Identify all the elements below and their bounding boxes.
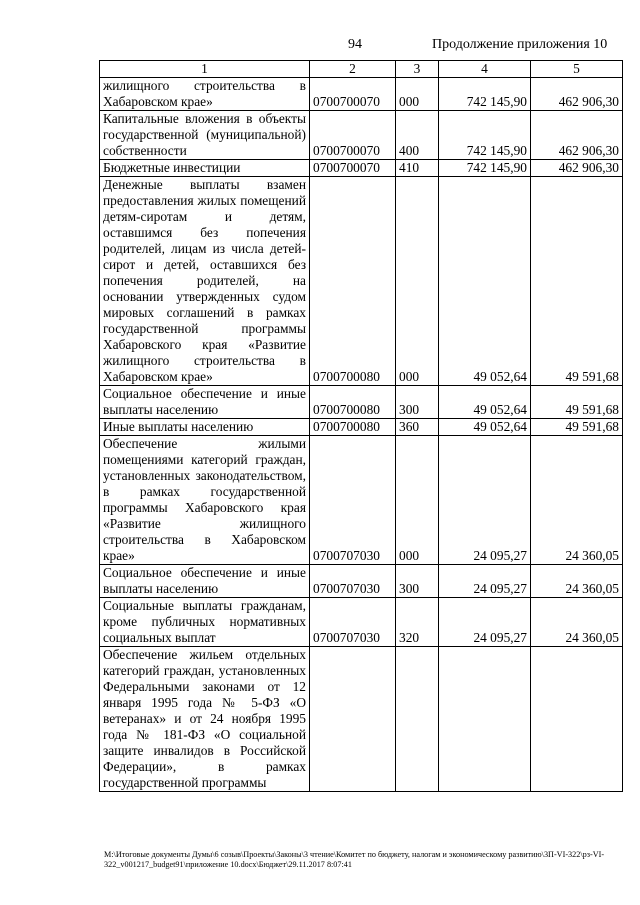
table-row xyxy=(100,436,623,565)
row-expense-type: 000 xyxy=(396,177,439,386)
page-number: 94 xyxy=(348,37,362,52)
row-amount-2: 24 360,05 xyxy=(531,436,623,565)
row-amount-2: 24 360,05 xyxy=(531,565,623,598)
table-row xyxy=(100,565,623,598)
row-name: Бюджетные инвестиции xyxy=(100,160,310,177)
row-amount-2: 49 591,68 xyxy=(531,177,623,386)
column-header: 2 xyxy=(310,61,396,78)
table-row xyxy=(100,78,623,111)
row-amount-2: 462 906,30 xyxy=(531,111,623,160)
row-name: Социальные выплаты гражданам, кроме публичных нормативных социальных выплат xyxy=(100,598,310,647)
budget-table xyxy=(99,60,623,792)
column-header: 1 xyxy=(100,61,310,78)
column-header: 4 xyxy=(439,61,531,78)
row-name: Капитальные вложения в объекты государственной (муниципальной) собственности xyxy=(100,111,310,160)
continuation-heading: Продолжение приложения 10 xyxy=(432,37,608,52)
row-expense-type: 300 xyxy=(396,386,439,419)
row-expense-type: 300 xyxy=(396,565,439,598)
row-amount-1: 24 095,27 xyxy=(439,436,531,565)
row-code: 0700700070 xyxy=(310,160,396,177)
table-row xyxy=(100,160,623,177)
row-expense-type: 400 xyxy=(396,111,439,160)
row-name: Обеспечение жилыми помещениями категорий граждан, установленных законодательством, в рамках государственной программы Хабаровского края «Развитие жилищного строительства в Хабаровском крае» xyxy=(100,436,310,565)
row-name: Обеспечение жильем отдельных категорий граждан, установленных Федеральными законами от 12 января 1995 года № 5-ФЗ «О ветеранах» и от 24 ноября 1995 года № 181-ФЗ «О социальной защите инвалидов в Российской Федерации», в рамках государственной программы xyxy=(100,647,310,792)
row-amount-1: 742 145,90 xyxy=(439,160,531,177)
row-code: 0700700070 xyxy=(310,111,396,160)
row-amount-2: 49 591,68 xyxy=(531,386,623,419)
document-path-footer: M:\Итоговые документы Думы\6 созыв\Проекты\Законы\3 чтение\Комитет по бюджету, налогам и экономическому развитию\3П-VI-322\рз-VI-322_v001217_budget91\приложение 10.docx\Бюджет\29.11.2017 8:07:41 xyxy=(104,850,605,869)
row-amount-1 xyxy=(439,647,531,792)
row-code: 0700707030 xyxy=(310,598,396,647)
column-header: 5 xyxy=(531,61,623,78)
row-amount-2 xyxy=(531,647,623,792)
row-name: Иные выплаты населению xyxy=(100,419,310,436)
row-code: 0700700070 xyxy=(310,78,396,111)
row-amount-2: 462 906,30 xyxy=(531,78,623,111)
row-amount-1: 742 145,90 xyxy=(439,111,531,160)
row-amount-1: 24 095,27 xyxy=(439,565,531,598)
row-name: Денежные выплаты взамен предоставления жилых помещений детям-сиротам и детям, оставшимся без попечения родителей, лицам из числа детей-сирот и детей, оставшихся без попечения родителей, на основании утвержденных судом мировых соглашений в рамках государственной программы Хабаровского края «Развитие жилищного строительства в Хабаровском крае» xyxy=(100,177,310,386)
row-expense-type: 360 xyxy=(396,419,439,436)
table-row xyxy=(100,111,623,160)
row-code: 0700707030 xyxy=(310,565,396,598)
row-amount-2: 462 906,30 xyxy=(531,160,623,177)
row-amount-2: 49 591,68 xyxy=(531,419,623,436)
table-row xyxy=(100,647,623,792)
row-name: жилищного строительства в Хабаровском крае» xyxy=(100,78,310,111)
row-amount-2: 24 360,05 xyxy=(531,598,623,647)
row-code: 0700700080 xyxy=(310,386,396,419)
column-header: 3 xyxy=(396,61,439,78)
row-expense-type: 000 xyxy=(396,78,439,111)
table-row xyxy=(100,177,623,386)
row-name: Социальное обеспечение и иные выплаты населению xyxy=(100,565,310,598)
row-amount-1: 49 052,64 xyxy=(439,386,531,419)
row-expense-type: 000 xyxy=(396,436,439,565)
row-amount-1: 742 145,90 xyxy=(439,78,531,111)
row-amount-1: 49 052,64 xyxy=(439,177,531,386)
row-expense-type: 410 xyxy=(396,160,439,177)
row-name: Социальное обеспечение и иные выплаты населению xyxy=(100,386,310,419)
table-row xyxy=(100,386,623,419)
row-code: 0700707030 xyxy=(310,436,396,565)
row-code xyxy=(310,647,396,792)
row-expense-type: 320 xyxy=(396,598,439,647)
row-amount-1: 49 052,64 xyxy=(439,419,531,436)
row-code: 0700700080 xyxy=(310,419,396,436)
table-row xyxy=(100,598,623,647)
row-amount-1: 24 095,27 xyxy=(439,598,531,647)
row-expense-type xyxy=(396,647,439,792)
row-code: 0700700080 xyxy=(310,177,396,386)
table-row xyxy=(100,419,623,436)
table-header-row xyxy=(100,61,623,78)
